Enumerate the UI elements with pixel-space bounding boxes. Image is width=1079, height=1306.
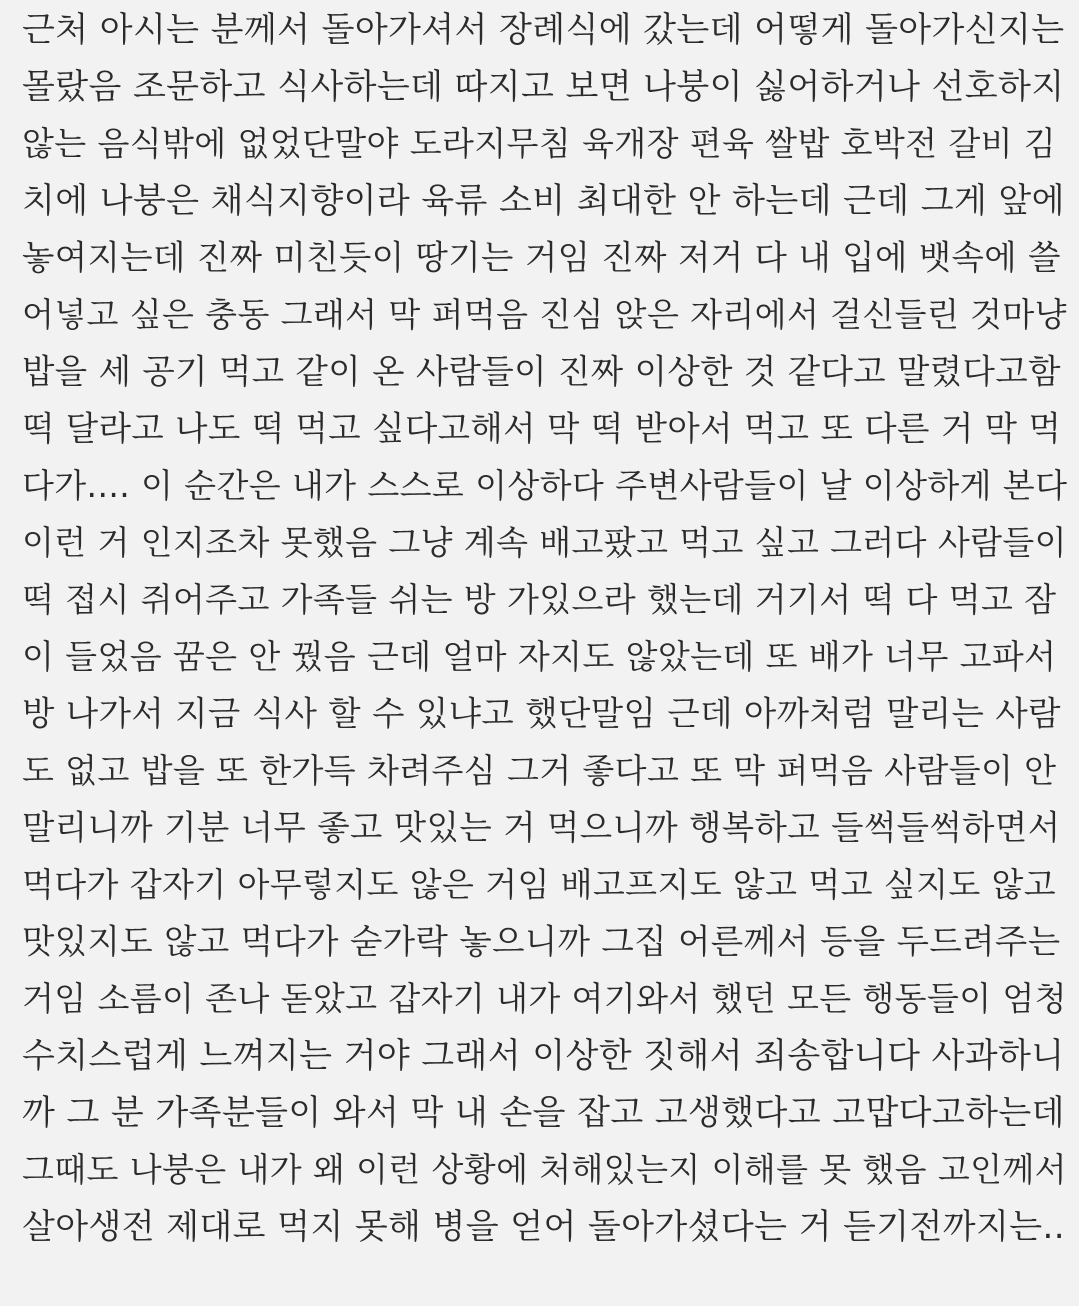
post-line-11: 떡 접시 쥐어주고 가족들 쉬는 방 가있으라 했는데 거기서 떡 다 먹고 잠 xyxy=(22,580,1057,619)
post-line-1: 근처 아시는 분께서 돌아가셔서 장례식에 갔는데 어떻게 돌아가신지는 xyxy=(22,10,1065,50)
post-line-2: 몰랐음 조문하고 식사하는데 따지고 보면 나붕이 싫어하거나 선호하지 xyxy=(22,67,1065,107)
post-line-17: 맛있지도 않고 먹다가 숟가락 놓으니까 그집 어른께서 등을 두드려주는 xyxy=(22,922,1061,961)
post-line-21: 그때도 나붕은 내가 왜 이런 상황에 처해있는지 이해를 못 했음 고인께서 xyxy=(22,1150,1067,1189)
post-line-19: 수치스럽게 느껴지는 거야 그래서 이상한 짓해서 죄송합니다 사과하니 xyxy=(22,1036,1065,1076)
post-line-8: 떡 달라고 나도 떡 먹고 싶다고해서 막 떡 받아서 먹고 또 다른 거 막 먹 xyxy=(22,409,1062,448)
post-line-22: 살아생전 제대로 먹지 못해 병을 얻어 돌아가셨다는 거 듣기전까지는.. xyxy=(22,1207,1065,1247)
post-line-16: 먹다가 갑자기 아무렇지도 않은 거임 배고프지도 않고 먹고 싶지도 않고 xyxy=(22,865,1057,904)
post-line-9: 다가.... 이 순간은 내가 스스로 이상하다 주변사람들이 날 이상하게 본다 xyxy=(22,466,1068,505)
post-line-4: 치에 나붕은 채식지향이라 육류 소비 최대한 안 하는데 근데 그게 앞에 xyxy=(22,181,1065,221)
post-line-7: 밥을 세 공기 먹고 같이 온 사람들이 진짜 이상한 것 같다고 말렸다고함 xyxy=(22,352,1061,391)
post-line-5: 놓여지는데 진짜 미친듯이 땅기는 거임 진짜 저거 다 내 입에 뱃속에 쓸 xyxy=(22,238,1061,277)
post-line-3: 않는 음식밖에 없었단말야 도라지무침 육개장 편육 쌀밥 호박전 갈비 김 xyxy=(22,124,1057,163)
post-line-14: 도 없고 밥을 또 한가득 차려주심 그거 좋다고 또 막 퍼먹음 사람들이 안 xyxy=(22,751,1057,790)
post-line-13: 방 나가서 지금 식사 할 수 있냐고 했단말임 근데 아까처럼 말리는 사람 xyxy=(22,694,1061,733)
post-line-15: 말리니까 기분 너무 좋고 맛있는 거 먹으니까 행복하고 들썩들썩하면서 xyxy=(22,808,1061,847)
post-line-12: 이 들었음 꿈은 안 꿨음 근데 얼마 자지도 않았는데 또 배가 너무 고파서 xyxy=(22,637,1057,676)
post-line-18: 거임 소름이 존나 돋았고 갑자기 내가 여기와서 했던 모든 행동들이 엄청 xyxy=(22,979,1067,1018)
post-line-20: 까 그 분 가족분들이 와서 막 내 손을 잡고 고생했다고 고맙다고하는데 xyxy=(22,1093,1065,1133)
post-line-6: 어넣고 싶은 충동 그래서 막 퍼먹음 진심 앉은 자리에서 걸신들린 것마냥 xyxy=(22,295,1067,334)
post-line-10: 이런 거 인지조차 못했음 그냥 계속 배고팠고 먹고 싶고 그러다 사람들이 xyxy=(22,523,1067,562)
